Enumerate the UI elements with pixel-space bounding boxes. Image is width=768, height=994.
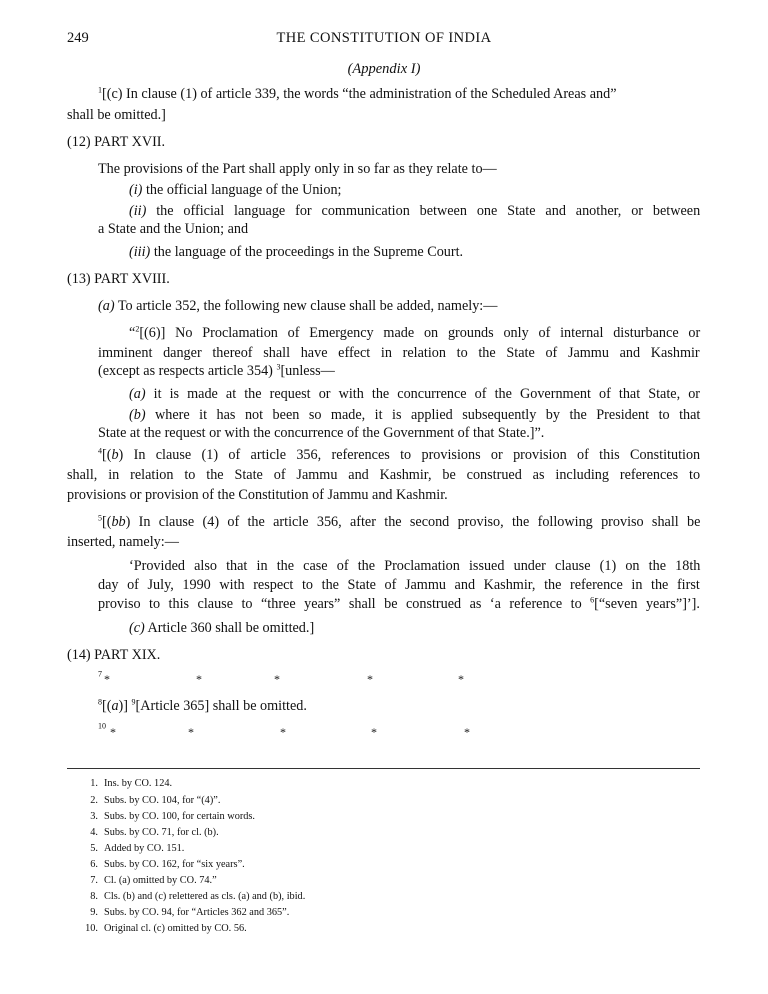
omission-star: * [367,672,373,686]
omission-star: * [196,672,202,686]
footnote-divider [67,768,700,769]
footnote-1: 1. Ins. by CO. 124. [90,778,173,789]
proviso-line2: day of July, 1990 with respect to the State of Jammu and Kashmir, the reference in the first [98,577,700,593]
heading-part-xix: (14) PART XIX. [67,647,161,663]
quote-line1: “$^2$[(6)] No Proclamation of Emergency made on grounds only of internal disturbance or [129,324,701,341]
quote-line3: (except as respects article 354) $^3$[unless— [98,362,335,379]
footnote-9: 9. Subs. by CO. 94, for “Articles 362 and 365”. [90,907,290,918]
footnote-ref-9: 9 [131,697,136,707]
footnote-ref-3: 3 [276,362,281,372]
omission-star: * [371,725,377,739]
omission-row-7 [98,668,102,689]
footnote-ref-2: 2 [135,324,140,334]
footnote-4: 4. Subs. by CO. 71, for cl. (b). [90,827,219,838]
clause-bb-356-line1: $^5$[(bb) In clause (4) of the article 356, after the second proviso, the following proviso shall be [98,513,701,530]
omission-star: * [280,725,286,739]
footnote-ref-1: 1 [98,85,102,95]
appendix-label: (Appendix I) [347,61,421,77]
footnote-5: 5. Added by CO. 151. [90,843,185,854]
omission-star: * [104,672,110,686]
footnote-3: 3. Subs. by CO. 100, for certain words. [90,811,256,822]
page-number: 249 [67,30,89,46]
footnote-8: 8. Cls. (b) and (c) relettered as cls. (a) and (b), ibid. [90,891,306,902]
proviso-line1: ‘Provided also that in the case of the Proclamation issued under clause (1) on the 18th [129,558,701,574]
quote-item-a: (a) it is made at the request or with the concurrence of the Government of that State, or [129,386,701,402]
paragraph-c-339-line2: shall be omitted.] [67,107,166,123]
clause-a-365: $^8$[(a)] $^9$[Article 365] shall be omitted. [98,697,307,714]
running-title: THE CONSTITUTION OF INDIA [276,30,492,46]
quote-item-b-line1: (b) where it has not been so made, it is applied subsequently by the President to that [129,407,701,423]
quote-line2: imminent danger thereof shall have effect in relation to the State of Jammu and Kashmir [98,345,700,361]
clause-b-356-line1: $^4$[(b) In clause (1) of article 356, references to provisions or provision of this Constitution [98,446,701,463]
quote-item-b-line2: State at the request or with the concurrence of the Government of that State.]”. [98,425,545,441]
omission-row-10 [98,720,106,741]
item-iii: (iii) the language of the proceedings in the Supreme Court. [129,244,464,260]
clause-c-360: (c) Article 360 shall be omitted.] [129,620,315,636]
item-ii-line1: (ii) the official language for communication between one State and another, or between [129,203,701,219]
footnote-ref-5: 5 [98,513,102,523]
omission-star: * [110,725,116,739]
footnote-ref-7: 7 [98,669,102,679]
paragraph-c-339-line1: $^1$[(c) In clause (1) of article 339, the words “the administration of the Scheduled Areas and” [98,85,617,102]
omission-star: * [464,725,470,739]
omission-star: * [188,725,194,739]
clause-b-356-line2: shall, in relation to the State of Jammu and Kashmir, be construed as including references to [67,467,701,483]
part-xvii-intro: The provisions of the Part shall apply only in so far as they relate to— [98,161,497,177]
clause-b-356-line3: provisions or provision of the Constitution of Jammu and Kashmir. [67,487,448,503]
omission-star: * [274,672,280,686]
footnote-ref-6: 6 [590,595,595,605]
item-ii-line2: a State and the Union; and [98,221,249,237]
footnote-6: 6. Subs. by CO. 162, for “six years”. [90,859,245,870]
heading-part-xvii: (12) PART XVII. [67,134,166,150]
footnote-10: 10. Original cl. (c) omitted by CO. 56. [85,923,247,934]
footnote-ref-10: 10 [98,721,106,731]
footnote-ref-4: 4 [98,446,102,456]
omission-star: * [458,672,464,686]
clause-bb-356-line2: inserted, namely:— [67,534,179,550]
item-i: (i) the official language of the Union; [129,182,342,198]
footnote-7: 7. Cl. (a) omitted by CO. 74.” [90,875,217,886]
footnote-2: 2. Subs. by CO. 104, for “(4)”. [90,795,221,806]
footnote-ref-8: 8 [98,697,102,707]
clause-a-352: (a) To article 352, the following new clause shall be added, namely:— [98,298,498,314]
proviso-line3: proviso to this clause to “three years” shall be construed as ‘a reference to $^6$[“seven years”]’]. [98,595,700,612]
heading-part-xviii: (13) PART XVIII. [67,271,170,287]
